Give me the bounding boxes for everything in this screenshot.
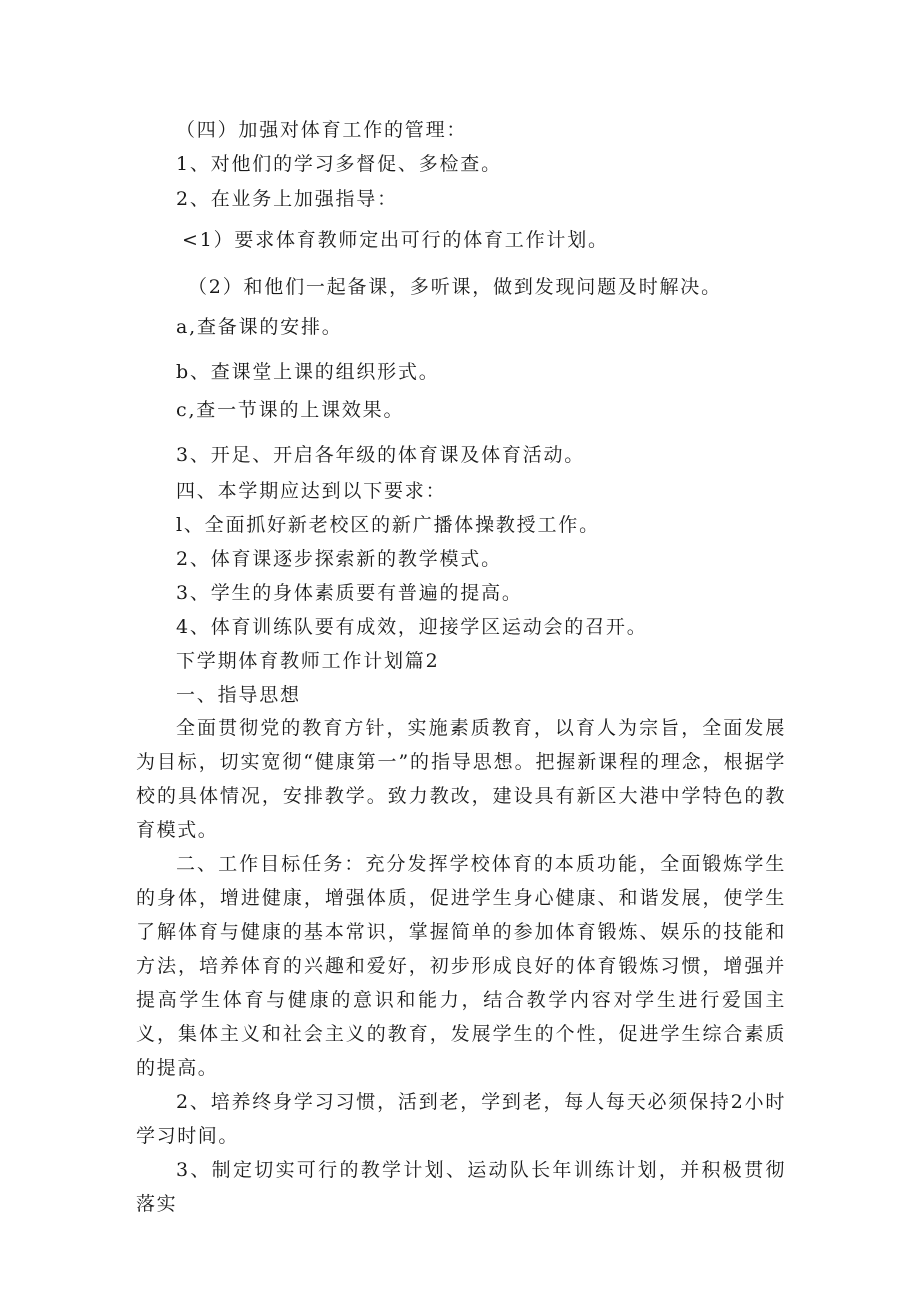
list-item-guidance: 2、在业务上加强指导： — [176, 188, 398, 210]
requirement-item-4: 4、体育训练队要有成效，迎接学区运动会的召开。 — [176, 616, 648, 638]
sub-item-plan: <1）要求体育教师定出可行的体育工作计划。 — [182, 229, 609, 251]
requirement-item-1: l、全面抓好新老校区的新广播体操教授工作。 — [176, 514, 600, 536]
paragraph-lifelong-learning: 2、培养终身学习习惯，活到老，学到老，每人每天必须保持2小时学习时间。 — [136, 1091, 786, 1147]
requirement-item-3: 3、学生的身体素质要有普遍的提高。 — [176, 582, 523, 604]
check-item-b: b、查课堂上课的组织形式。 — [176, 361, 440, 383]
section-heading-guiding: 一、指导思想 — [176, 684, 301, 706]
paragraph-work-goals: 二、工作目标任务：充分发挥学校体育的本质功能，全面锻炼学生的身体，增进健康，增强体质，促进学生身心健康、和谐发展，使学生了解体育与健康的基本常识，掌握简单的参加体育锻炼、娱乐的技能和方法，培养体育的兴趣和爱好，初步形成良好的体育锻炼习惯，增强并提高学生体育与健康的意识和能力，结合教学内容对学生进行爱国主义，集体主义和社会主义的教育，发展学生的个性，促进学生综合素质的提高。 — [136, 853, 786, 1079]
requirement-item-2: 2、体育课逐步探索新的教学模式。 — [176, 548, 502, 570]
document-title-part2: 下学期体育教师工作计划篇2 — [176, 650, 440, 672]
section-heading-requirements: 四、本学期应达到以下要求： — [176, 480, 447, 502]
list-item-courses: 3、开足、开启各年级的体育课及体育活动。 — [176, 444, 586, 466]
check-item-a: a,查备课的安排。 — [176, 316, 343, 338]
sub-item-prepare: （2）和他们一起备课，多听课，做到发现问题及时解决。 — [188, 276, 722, 298]
paragraph-guiding-thought: 全面贯彻党的教育方针，实施素质教育，以育人为宗旨，全面发展为目标，切实宽彻“健康第一”的指导思想。把握新课程的理念，根据学校的具体情况，安排教学。致力教改，建设具有新区大港中学特色的教育模式。 — [136, 717, 786, 841]
list-item-supervise: 1、对他们的学习多督促、多检查。 — [176, 153, 502, 175]
check-item-c: c,查一节课的上课效果。 — [176, 399, 405, 421]
section-heading-management: （四）加强对体育工作的管理： — [176, 119, 468, 141]
paragraph-teaching-plan: 3、制定切实可行的教学计划、运动队长年训练计划，并积极贯彻落实 — [136, 1159, 786, 1215]
